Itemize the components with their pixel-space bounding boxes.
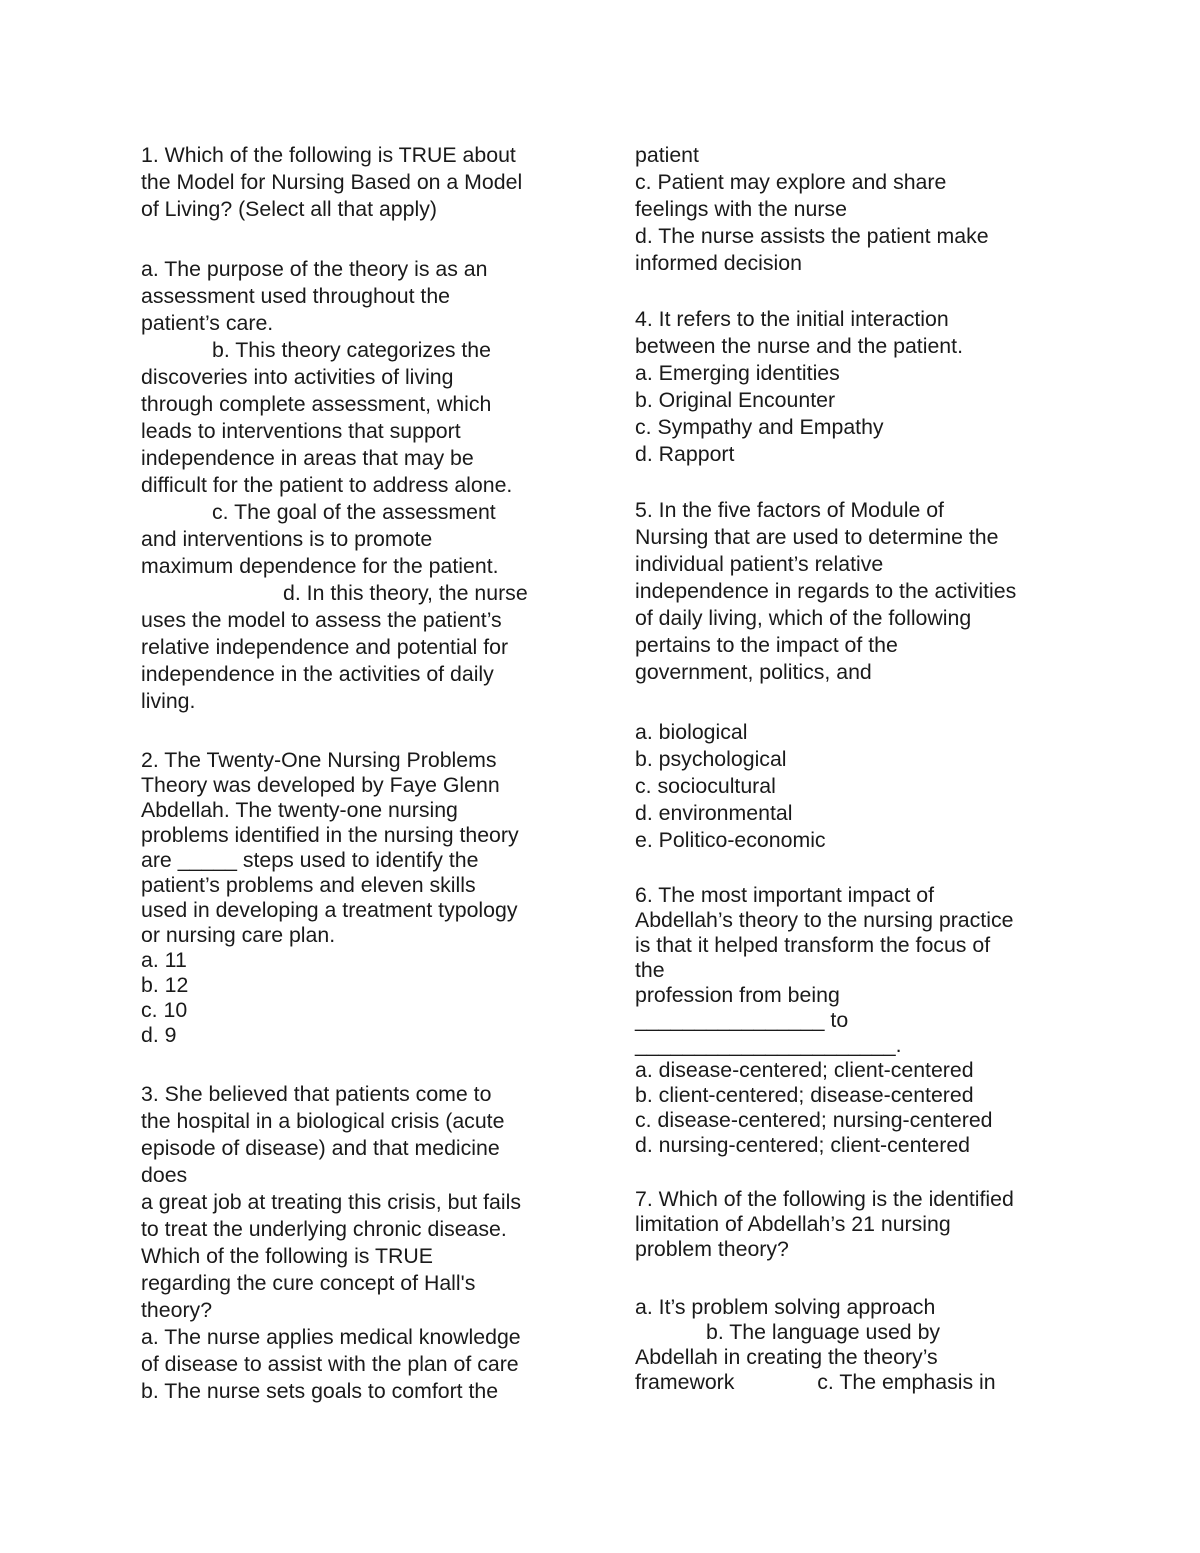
question-2 <box>141 748 581 1048</box>
question-1-option-line: relative independence and potential for <box>141 635 509 659</box>
question-6-line: ________________ to <box>635 1008 849 1032</box>
question-3-line: regarding the cure concept of Hall's <box>141 1271 476 1295</box>
question-4-option: d. Rapport <box>635 442 735 466</box>
question-1-option-line: through complete assessment, which <box>141 392 492 416</box>
question-4 <box>635 306 1075 468</box>
question-1-option-line: d. In this theory, the nurse <box>141 581 528 605</box>
question-3-line: 3. She believed that patients come to <box>141 1082 492 1106</box>
question-3-option: informed decision <box>635 251 802 275</box>
question-3-option: feelings with the nurse <box>635 197 847 221</box>
question-7-stem-line: 7. Which of the following is the identified <box>635 1187 1014 1211</box>
question-5-option: d. environmental <box>635 801 793 825</box>
question-2-line: Theory was developed by Faye Glenn <box>141 773 500 797</box>
question-5-option: c. sociocultural <box>635 774 776 798</box>
question-1-option-line: b. This theory categorizes the <box>141 338 491 362</box>
question-3-continued <box>635 142 1075 277</box>
question-6-line: ______________________. <box>635 1033 902 1057</box>
question-4-option: b. Original Encounter <box>635 388 836 412</box>
question-6-line: the <box>635 958 665 982</box>
question-7-option: framework c. The emphasis in <box>635 1370 996 1394</box>
question-1-stem-line: of Living? (Select all that apply) <box>141 197 437 221</box>
question-1-option-line: independence in the activities of daily <box>141 662 494 686</box>
question-6-option: d. nursing-centered; client-centered <box>635 1133 971 1157</box>
question-1-option-line: assessment used throughout the <box>141 284 451 308</box>
question-3-option: c. Patient may explore and share <box>635 170 947 194</box>
question-3-line: episode of disease) and that medicine <box>141 1136 500 1160</box>
question-3-line: the hospital in a biological crisis (acute <box>141 1109 505 1133</box>
question-2-line: are _____ steps used to identify the <box>141 848 479 872</box>
question-5-option: e. Politico-economic <box>635 828 826 852</box>
question-1-option-line: discoveries into activities of living <box>141 365 454 389</box>
question-6-line: 6. The most important impact of <box>635 883 935 907</box>
left-column <box>141 142 581 1405</box>
question-1-option-line: c. The goal of the assessment <box>141 500 496 524</box>
question-1-option-line: leads to interventions that support <box>141 419 461 443</box>
question-1-option-line: independence in areas that may be <box>141 446 474 470</box>
question-2-line: Abdellah. The twenty-one nursing <box>141 798 458 822</box>
question-4-line: between the nurse and the patient. <box>635 334 963 358</box>
question-6-line: profession from being <box>635 983 840 1007</box>
question-5-stem-line: Nursing that are used to determine the <box>635 525 999 549</box>
question-2-option: c. 10 <box>141 998 188 1022</box>
question-1 <box>141 142 581 715</box>
question-4-option: c. Sympathy and Empathy <box>635 415 884 439</box>
question-7-option: b. The language used by <box>635 1320 941 1344</box>
question-1-option-line: difficult for the patient to address alone. <box>141 473 513 497</box>
question-1-option-line: maximum dependence for the patient. <box>141 554 499 578</box>
question-2-option: a. 11 <box>141 948 187 972</box>
question-7-option: a. It’s problem solving approach <box>635 1295 936 1319</box>
question-5-stem-line: pertains to the impact of the <box>635 633 898 657</box>
question-6-line: Abdellah’s theory to the nursing practice <box>635 908 1014 932</box>
question-3-line: does <box>141 1163 188 1187</box>
question-1-stem-line: the Model for Nursing Based on a Model <box>141 170 523 194</box>
question-3-line: to treat the underlying chronic disease. <box>141 1217 507 1241</box>
question-1-stem-line: 1. Which of the following is TRUE about <box>141 143 516 167</box>
question-7-stem-line: limitation of Abdellah’s 21 nursing <box>635 1212 951 1236</box>
question-3-line: theory? <box>141 1298 213 1322</box>
question-3-option: of disease to assist with the plan of care <box>141 1352 519 1376</box>
question-7-stem-line: problem theory? <box>635 1237 789 1261</box>
question-5-option: b. psychological <box>635 747 787 771</box>
question-3-option: a. The nurse applies medical knowledge <box>141 1325 521 1349</box>
question-3-option: b. The nurse sets goals to comfort the <box>141 1379 499 1403</box>
question-1-option-line: a. The purpose of the theory is as an <box>141 257 488 281</box>
question-5-stem-line: 5. In the five factors of Module of <box>635 498 944 522</box>
question-3 <box>141 1081 581 1405</box>
question-5-option: a. biological <box>635 720 748 744</box>
question-2-line: 2. The Twenty-One Nursing Problems <box>141 748 497 772</box>
question-1-option-line: uses the model to assess the patient’s <box>141 608 502 632</box>
question-5-stem-line: individual patient’s relative <box>635 552 884 576</box>
question-2-line: patient’s problems and eleven skills <box>141 873 476 897</box>
question-6-option: a. disease-centered; client-centered <box>635 1058 974 1082</box>
question-6-line: is that it helped transform the focus of <box>635 933 991 957</box>
question-6-option: b. client-centered; disease-centered <box>635 1083 974 1107</box>
question-6-option: c. disease-centered; nursing-centered <box>635 1108 993 1132</box>
question-5-stem-line: of daily living, which of the following <box>635 606 972 630</box>
question-5-stem-line: independence in regards to the activities <box>635 579 1017 603</box>
question-1-option-line: patient’s care. <box>141 311 274 335</box>
question-2-option: d. 9 <box>141 1023 177 1047</box>
question-5-stem-line: government, politics, and <box>635 660 872 684</box>
question-4-option: a. Emerging identities <box>635 361 840 385</box>
question-3-option: d. The nurse assists the patient make <box>635 224 989 248</box>
question-2-option: b. 12 <box>141 973 189 997</box>
question-2-line: problems identified in the nursing theory <box>141 823 519 847</box>
right-column <box>635 142 1075 1395</box>
question-4-line: 4. It refers to the initial interaction <box>635 307 949 331</box>
question-1-option-line: living. <box>141 689 196 713</box>
question-2-line: used in developing a treatment typology <box>141 898 518 922</box>
question-1-option-line: and interventions is to promote <box>141 527 433 551</box>
question-3-line: Which of the following is TRUE <box>141 1244 433 1268</box>
question-3-option: patient <box>635 143 699 167</box>
question-5 <box>635 497 1075 854</box>
question-7 <box>635 1187 1075 1395</box>
question-7-option: Abdellah in creating the theory’s <box>635 1345 938 1369</box>
question-6 <box>635 883 1075 1158</box>
question-2-line: or nursing care plan. <box>141 923 336 947</box>
question-3-line: a great job at treating this crisis, but fails <box>141 1190 521 1214</box>
